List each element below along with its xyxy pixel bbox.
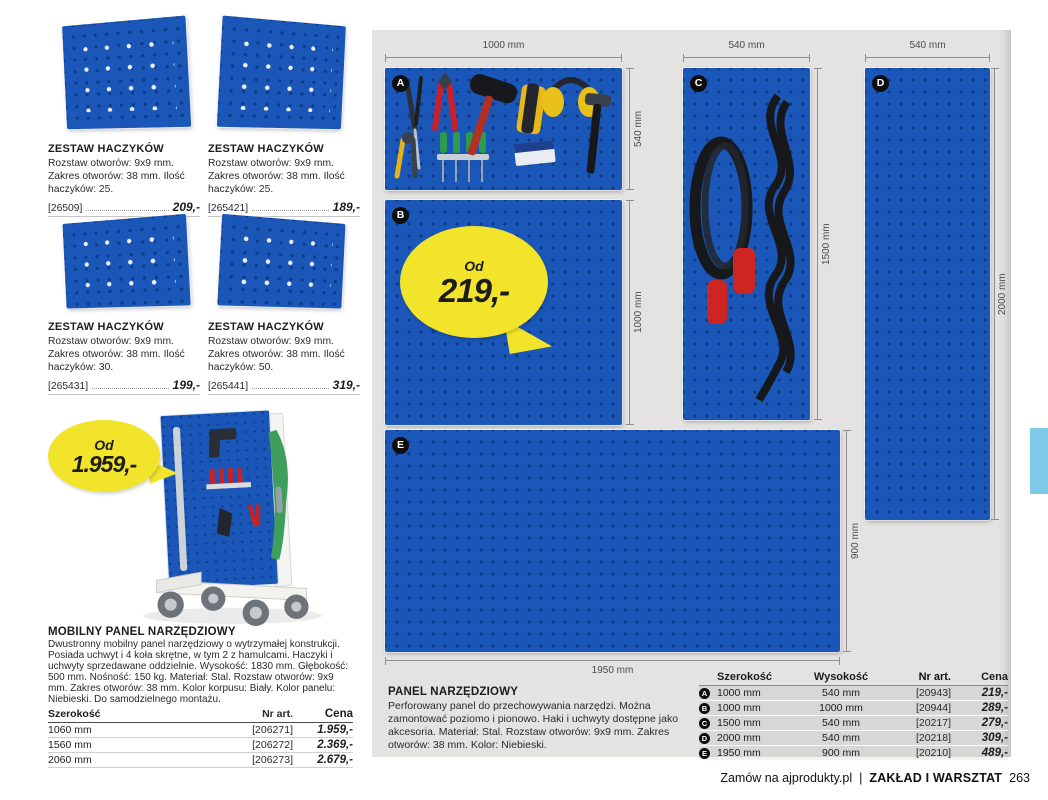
col-header: Nr art. (262, 708, 293, 720)
product-card-2 (208, 13, 360, 217)
article-number: [206273] (252, 754, 293, 766)
mobile-panel-description: Dwustronny mobilny panel narzędziowy o wytrzymałej konstrukcji. Posiada uchwyt i 4 koła skrętne, w tym 2 z hamulcami. Haczyki i uchwyty sprzedawane oddzielnie. Wysokość: 1830 mm. Głębokość: 500 mm. Nośność: 150 kg. Materiał: Stal. Rozstaw otworów: 9x9 mm. Zakres otworów: 38 mm. Kolor korpusu: Biały. Kolor panelu: Niebieski. Do samodzielnego montażu. (48, 639, 349, 705)
panel-c-photo (683, 68, 810, 420)
panel-label-badge: E (392, 437, 409, 454)
price: 319,- (332, 378, 360, 392)
pegboard-photo (217, 214, 345, 309)
width-value: 1060 mm (48, 724, 92, 736)
art-price-row (208, 378, 360, 395)
table-row (48, 738, 353, 753)
dim-line (629, 200, 630, 425)
tool-trolley-photo (125, 410, 340, 628)
article-number: [265421] (208, 203, 249, 214)
width-value: 2000 mm (717, 732, 761, 744)
price: 2.369,- (317, 739, 353, 751)
article-number: [20943] (915, 687, 951, 699)
price: 219,- (981, 687, 1008, 699)
product-photo-1 (48, 13, 200, 140)
product-photo-2 (208, 13, 360, 140)
table-header-row (48, 708, 353, 723)
col-header: Wysokość (813, 671, 869, 683)
height-value: 540 mm (822, 717, 860, 729)
panel-label-badge: D (872, 75, 889, 92)
price: 279,- (981, 717, 1008, 729)
dim-line (629, 68, 630, 190)
bubble-prefix: Od (94, 436, 114, 453)
table-header-row (699, 671, 1008, 686)
table-row (699, 746, 1008, 761)
price: 1.959,- (317, 724, 353, 736)
page-footer (720, 771, 1030, 785)
dotted-leader (86, 209, 168, 211)
dim-label-panel-e-height: 900 mm (850, 522, 861, 560)
panel-a-photo (385, 68, 622, 190)
article-number: [20944] (915, 702, 951, 714)
height-value: 1000 mm (819, 702, 863, 714)
bubble-prefix: Od (464, 257, 484, 274)
dim-line (865, 57, 990, 58)
price: 309,- (981, 732, 1008, 744)
dim-label-panel-b-height: 1000 mm (633, 291, 644, 334)
pegboard-photo (63, 214, 191, 309)
product-card-4 (208, 213, 360, 395)
mobile-panel-table (48, 708, 353, 768)
width-value: 1000 mm (717, 702, 761, 714)
table-row (699, 701, 1008, 716)
col-header: Cena (981, 671, 1008, 683)
width-value: 2060 mm (48, 754, 92, 766)
row-label-badge: B (699, 703, 710, 714)
table-row (699, 686, 1008, 701)
panel-d-photo (865, 68, 990, 520)
col-header: Szerokość (717, 671, 773, 683)
product-title: ZESTAW HACZYKÓW (48, 321, 164, 333)
product-photo-3 (48, 213, 200, 318)
mobile-panel-photo (125, 410, 340, 628)
dotted-leader (252, 387, 329, 389)
price: 489,- (981, 747, 1008, 759)
dim-line (385, 660, 840, 661)
price: 209,- (172, 200, 200, 214)
col-header: Cena (324, 708, 353, 720)
price: 199,- (172, 378, 200, 392)
table-row (48, 723, 353, 738)
col-header: Szerokość (48, 708, 101, 720)
dim-line (817, 68, 818, 420)
article-number: [26509] (48, 203, 83, 214)
dim-label-panel-e-width: 1950 mm (591, 665, 634, 676)
order-url-text: Zamów na ajprodukty.pl (720, 771, 853, 785)
page-index-tab (1030, 428, 1048, 494)
row-label-badge: C (699, 718, 710, 729)
height-value: 540 mm (822, 687, 860, 699)
col-header-empty (699, 671, 717, 683)
dim-label-panel-a-height: 540 mm (633, 110, 644, 148)
row-label-badge: D (699, 733, 710, 744)
footer-separator: | (859, 771, 863, 785)
article-number: [20218] (915, 732, 951, 744)
panel-e-photo (385, 430, 840, 652)
panel-label-badge: C (690, 75, 707, 92)
table-row (48, 753, 353, 768)
article-number: [20217] (915, 717, 951, 729)
dotted-leader (92, 387, 169, 389)
product-title: ZESTAW HACZYKÓW (208, 143, 324, 155)
table-row (699, 731, 1008, 746)
row-label-badge: A (699, 688, 710, 699)
panel-section-title: PANEL NARZĘDZIOWY (388, 686, 519, 698)
product-card-3 (48, 213, 200, 395)
row-label-badge: E (699, 748, 710, 759)
panel-section-description: Perforowany panel do przechowywania narzędzi. Można zamontować poziomo i pionowo. Haki i uchwyty dostępne jako akcesoria. Materiał: Stal. Rozstaw otworów: 9x9 mm. Zakres otworów: 38 mm. Kolor: Niebieski. (388, 700, 679, 751)
tools-photo (385, 68, 622, 190)
panel-label-badge: A (392, 75, 409, 92)
pegboard-photo (217, 15, 346, 128)
dotted-leader (252, 209, 329, 211)
product-description: Rozstaw otworów: 9x9 mm. Zakres otworów: 38 mm. Ilość haczyków: 25. (48, 158, 185, 195)
product-description: Rozstaw otworów: 9x9 mm. Zakres otworów: 38 mm. Ilość haczyków: 25. (208, 158, 345, 195)
panel-display-area (372, 30, 1011, 757)
col-header: Nr art. (918, 671, 951, 683)
panel-label-badge: B (392, 207, 409, 224)
dim-line (385, 57, 622, 58)
dim-label-panel-c-height: 1500 mm (821, 223, 832, 265)
art-price-row (48, 378, 200, 395)
price: 2.679,- (317, 754, 353, 766)
width-value: 1560 mm (48, 739, 92, 751)
height-value: 900 mm (822, 747, 860, 759)
height-value: 540 mm (822, 732, 860, 744)
dim-label-panel-a-width: 1000 mm (482, 40, 525, 51)
cables-photo (683, 68, 810, 420)
mobile-panel-title: MOBILNY PANEL NARZĘDZIOWY (48, 626, 236, 638)
width-value: 1500 mm (717, 717, 761, 729)
product-description: Rozstaw otworów: 9x9 mm. Zakres otworów: 38 mm. Ilość haczyków: 50. (208, 336, 345, 373)
product-photo-4 (208, 213, 360, 318)
dim-label-panel-d-height: 2000 mm (997, 273, 1008, 315)
article-number: [265431] (48, 381, 89, 392)
panel-table (699, 671, 1008, 761)
dim-line (683, 57, 810, 58)
price: 189,- (332, 200, 360, 214)
width-value: 1000 mm (717, 687, 761, 699)
price: 289,- (981, 702, 1008, 714)
bubble-price: 219,- (438, 271, 510, 309)
product-description: Rozstaw otworów: 9x9 mm. Zakres otworów: 38 mm. Ilość haczyków: 30. (48, 336, 185, 373)
article-number: [20210] (915, 747, 951, 759)
page-number: 263 (1009, 771, 1030, 785)
article-number: [206271] (252, 724, 293, 736)
product-card-1 (48, 13, 200, 217)
product-title: ZESTAW HACZYKÓW (208, 321, 324, 333)
width-value: 1950 mm (717, 747, 761, 759)
dim-label-panel-d-width: 540 mm (909, 40, 946, 51)
product-title: ZESTAW HACZYKÓW (48, 143, 164, 155)
pegboard-photo (62, 15, 191, 128)
section-name: ZAKŁAD I WARSZTAT (869, 771, 1003, 785)
bubble-price: 1.959,- (71, 450, 137, 477)
price-bubble-mobile (48, 420, 160, 492)
price-bubble-panels (400, 226, 548, 338)
article-number: [265441] (208, 381, 249, 392)
table-row (699, 716, 1008, 731)
dim-line (846, 430, 847, 652)
dim-line (994, 68, 995, 520)
article-number: [206272] (252, 739, 293, 751)
dim-label-panel-c-width: 540 mm (728, 40, 765, 51)
